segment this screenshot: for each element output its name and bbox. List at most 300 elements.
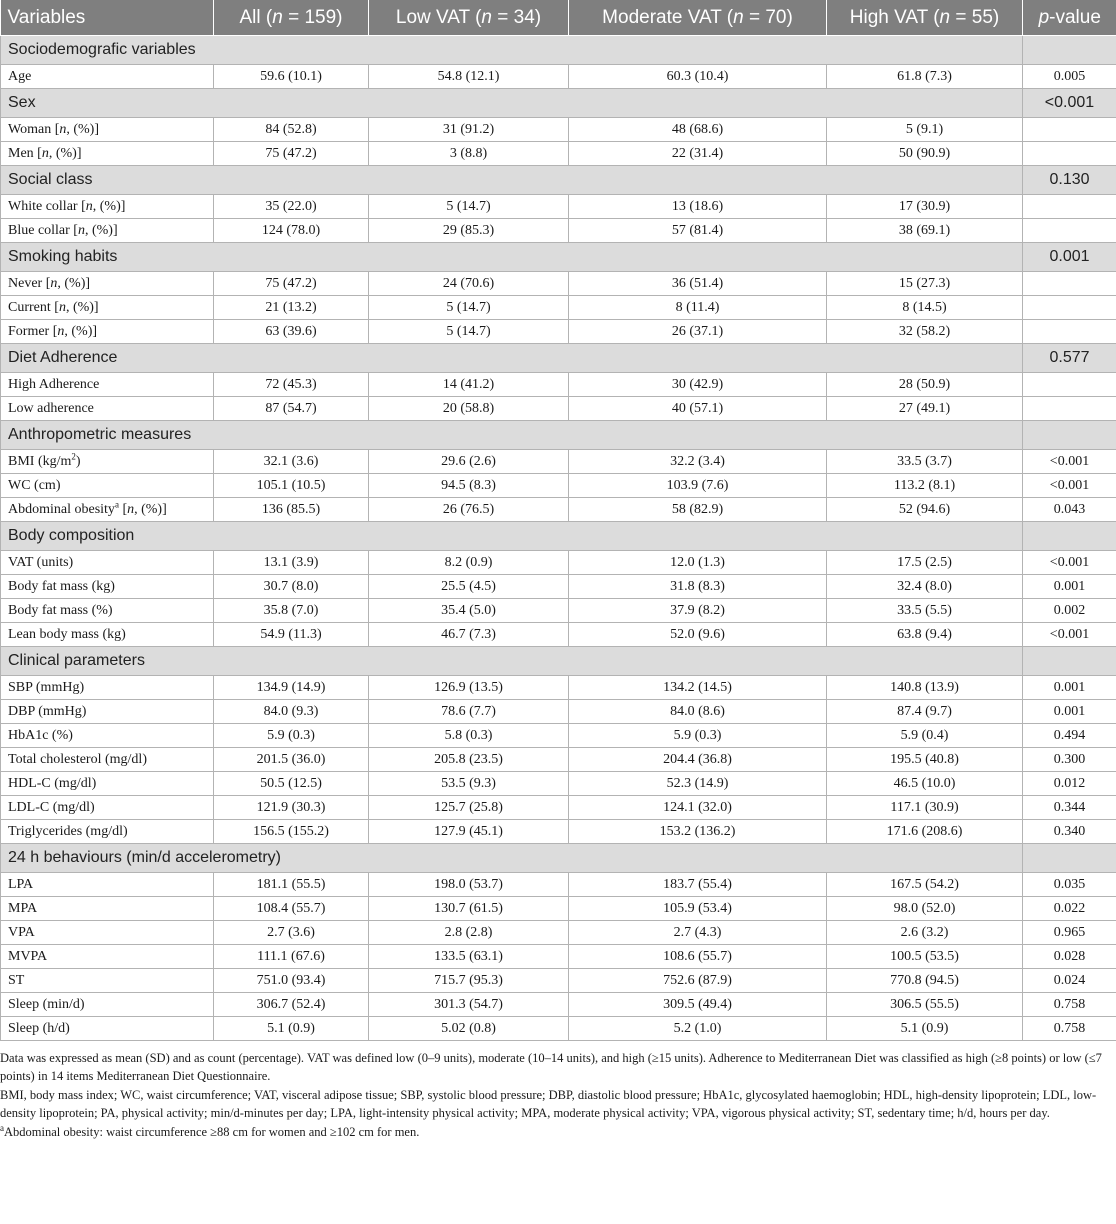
cell-high-vat: 100.5 (53.5) [827, 945, 1023, 969]
row-label-text: HbA1c (%) [8, 727, 73, 743]
section-p-value: <0.001 [1023, 89, 1116, 118]
header-all-n: n [272, 6, 283, 28]
cell-high-vat: 61.8 (7.3) [827, 65, 1023, 89]
cell-moderate-vat: 30 (42.9) [569, 373, 827, 397]
section-p-value [1023, 421, 1116, 450]
table-footnotes [0, 1041, 1116, 1141]
cell-high-vat: 33.5 (3.7) [827, 450, 1023, 474]
cell-moderate-vat: 32.2 (3.4) [569, 450, 827, 474]
row-label [1, 142, 214, 166]
cell-all: 35.8 (7.0) [214, 599, 369, 623]
table-row [1, 65, 1116, 89]
row-label-text: Former [ [8, 323, 58, 339]
row-label-text: Current [ [8, 299, 59, 315]
cell-high-vat: 113.2 (8.1) [827, 474, 1023, 498]
cell-p-value: 0.758 [1023, 1017, 1116, 1041]
table-row [1, 272, 1116, 296]
cell-moderate-vat: 40 (57.1) [569, 397, 827, 421]
row-label-text: Men [ [8, 145, 42, 161]
cell-high-vat: 5.1 (0.9) [827, 1017, 1023, 1041]
cell-all: 21 (13.2) [214, 296, 369, 320]
table-row [1, 873, 1116, 897]
cell-all: 181.1 (55.5) [214, 873, 369, 897]
cell-p-value: 0.758 [1023, 993, 1116, 1017]
cell-p-value: 0.024 [1023, 969, 1116, 993]
row-label-text: MVPA [8, 948, 48, 964]
row-label-sup: a [114, 498, 119, 509]
cell-low-vat: 46.7 (7.3) [369, 623, 569, 647]
table-row [1, 551, 1116, 575]
table-row [1, 921, 1116, 945]
header-p-italic: p [1038, 6, 1050, 28]
cell-p-value: 0.001 [1023, 575, 1116, 599]
row-label-n: n [59, 121, 67, 137]
row-label [1, 969, 214, 993]
header-high-vat [827, 0, 1023, 36]
cell-high-vat: 27 (49.1) [827, 397, 1023, 421]
cell-low-vat: 31 (91.2) [369, 118, 569, 142]
row-label-tail: , (%)] [134, 501, 167, 517]
cell-all: 136 (85.5) [214, 498, 369, 522]
section-title: Body composition [1, 522, 1023, 551]
row-label-text: Age [8, 68, 32, 84]
table-row [1, 142, 1116, 166]
section-p-value [1023, 844, 1116, 873]
row-label-text: Body fat mass (kg) [8, 578, 115, 594]
table-row [1, 700, 1116, 724]
cell-moderate-vat: 60.3 (10.4) [569, 65, 827, 89]
header-p-tail: -value [1049, 6, 1101, 28]
cell-low-vat: 5 (14.7) [369, 296, 569, 320]
table-row [1, 498, 1116, 522]
cell-high-vat: 17.5 (2.5) [827, 551, 1023, 575]
row-label-text: Sleep (min/d) [8, 996, 85, 1012]
table-row [1, 219, 1116, 243]
section-row [1, 166, 1116, 195]
row-label [1, 450, 214, 474]
cell-all: 54.9 (11.3) [214, 623, 369, 647]
cell-p-value: 0.344 [1023, 796, 1116, 820]
cell-low-vat: 35.4 (5.0) [369, 599, 569, 623]
header-variables-text: Variables [7, 6, 86, 28]
section-row [1, 522, 1116, 551]
cell-high-vat: 5 (9.1) [827, 118, 1023, 142]
table-body [1, 36, 1116, 1041]
header-low-text: Low VAT ( [395, 6, 482, 28]
cell-high-vat: 98.0 (52.0) [827, 897, 1023, 921]
cell-moderate-vat: 124.1 (32.0) [569, 796, 827, 820]
cell-high-vat: 32.4 (8.0) [827, 575, 1023, 599]
header-all [214, 0, 369, 36]
cell-moderate-vat: 103.9 (7.6) [569, 474, 827, 498]
row-label-text: ST [8, 972, 25, 988]
header-moderate-vat [569, 0, 827, 36]
row-label [1, 772, 214, 796]
cell-all: 72 (45.3) [214, 373, 369, 397]
cell-all: 108.4 (55.7) [214, 897, 369, 921]
section-title: Sociodemografic variables [1, 36, 1023, 65]
row-label [1, 921, 214, 945]
table-row [1, 599, 1116, 623]
cell-moderate-vat: 48 (68.6) [569, 118, 827, 142]
cell-p-value [1023, 272, 1116, 296]
cell-p-value: 0.340 [1023, 820, 1116, 844]
header-all-tail: = 159) [282, 6, 343, 28]
cell-high-vat: 52 (94.6) [827, 498, 1023, 522]
cell-low-vat: 3 (8.8) [369, 142, 569, 166]
row-label-text: Triglycerides (mg/dl) [8, 823, 128, 839]
row-label [1, 498, 214, 522]
row-label-n: n [57, 323, 65, 339]
table-row [1, 623, 1116, 647]
row-label-tail: , (%)] [64, 323, 98, 339]
header-high-text: High VAT ( [849, 6, 940, 28]
cell-moderate-vat: 2.7 (4.3) [569, 921, 827, 945]
cell-low-vat: 53.5 (9.3) [369, 772, 569, 796]
cell-all: 5.1 (0.9) [214, 1017, 369, 1041]
cell-low-vat: 24 (70.6) [369, 272, 569, 296]
cell-all: 87 (54.7) [214, 397, 369, 421]
cell-moderate-vat: 5.9 (0.3) [569, 724, 827, 748]
cell-low-vat: 94.5 (8.3) [369, 474, 569, 498]
row-label [1, 700, 214, 724]
section-row [1, 243, 1116, 272]
cell-low-vat: 29.6 (2.6) [369, 450, 569, 474]
cell-p-value: <0.001 [1023, 474, 1116, 498]
footnote-abdominal-obesity-text: Abdominal obesity: waist circumference ≥88 cm for women and ≥102 cm for men. [4, 1125, 420, 1139]
table-row [1, 993, 1116, 1017]
row-label-text: HDL-C (mg/dl) [8, 775, 97, 791]
row-label [1, 272, 214, 296]
section-title: Anthropometric measures [1, 421, 1023, 450]
cell-p-value: 0.965 [1023, 921, 1116, 945]
table-row [1, 118, 1116, 142]
cell-high-vat: 117.1 (30.9) [827, 796, 1023, 820]
section-title: Sex [1, 89, 1023, 118]
row-label-text: DBP (mmHg) [8, 703, 87, 719]
table-row [1, 474, 1116, 498]
row-label-n: n [41, 145, 49, 161]
row-label [1, 796, 214, 820]
header-p-value [1023, 0, 1116, 36]
row-label [1, 551, 214, 575]
row-label [1, 748, 214, 772]
row-label [1, 575, 214, 599]
row-label-text: ) [75, 453, 81, 469]
row-label-text: WC (cm) [8, 477, 61, 493]
row-label-text: BMI (kg/m [8, 453, 72, 469]
cell-p-value: 0.002 [1023, 599, 1116, 623]
cell-high-vat: 50 (90.9) [827, 142, 1023, 166]
cell-all: 63 (39.6) [214, 320, 369, 344]
cell-all: 75 (47.2) [214, 272, 369, 296]
table-row [1, 820, 1116, 844]
cell-all: 134.9 (14.9) [214, 676, 369, 700]
header-low-tail: = 34) [491, 6, 542, 28]
row-label-text: Lean body mass (kg) [8, 626, 126, 642]
table-row [1, 575, 1116, 599]
cell-moderate-vat: 58 (82.9) [569, 498, 827, 522]
cell-p-value: <0.001 [1023, 450, 1116, 474]
cell-high-vat: 38 (69.1) [827, 219, 1023, 243]
header-variables [1, 0, 214, 36]
cell-p-value [1023, 118, 1116, 142]
row-label [1, 65, 214, 89]
cell-low-vat: 26 (76.5) [369, 498, 569, 522]
cell-p-value: 0.494 [1023, 724, 1116, 748]
cell-moderate-vat: 204.4 (36.8) [569, 748, 827, 772]
section-p-value [1023, 522, 1116, 551]
table-row [1, 195, 1116, 219]
section-row [1, 344, 1116, 373]
cell-moderate-vat: 37.9 (8.2) [569, 599, 827, 623]
cell-all: 2.7 (3.6) [214, 921, 369, 945]
row-label-text: Low adherence [8, 400, 94, 416]
row-label-n: n [85, 198, 93, 214]
section-title: Diet Adherence [1, 344, 1023, 373]
cell-low-vat: 20 (58.8) [369, 397, 569, 421]
table-row [1, 724, 1116, 748]
cell-high-vat: 15 (27.3) [827, 272, 1023, 296]
footnote-data-description: Data was expressed as mean (SD) and as count (percentage). VAT was defined low (0–9 units), moderate (10–14 units), and high (≥15 units). Adherence to Mediterranean Diet was classified as high (≥8 points) or low (≤7 points) in 14 items Mediterranean Diet Questionnaire. [0, 1051, 1102, 1083]
row-label-tail: , (%)] [92, 198, 126, 214]
cell-p-value: 0.022 [1023, 897, 1116, 921]
cell-moderate-vat: 22 (31.4) [569, 142, 827, 166]
header-row [1, 0, 1116, 36]
row-label-text: Total cholesterol (mg/dl) [8, 751, 147, 767]
row-label-text: LDL-C (mg/dl) [8, 799, 95, 815]
row-label-text: [ [118, 501, 128, 517]
row-label [1, 820, 214, 844]
cell-moderate-vat: 12.0 (1.3) [569, 551, 827, 575]
row-label-tail: , (%)] [65, 299, 99, 315]
cell-p-value: 0.300 [1023, 748, 1116, 772]
cell-moderate-vat: 309.5 (49.4) [569, 993, 827, 1017]
table-row [1, 748, 1116, 772]
row-label-tail: , (%)] [84, 222, 118, 238]
cell-high-vat: 28 (50.9) [827, 373, 1023, 397]
section-title: Clinical parameters [1, 647, 1023, 676]
cell-low-vat: 130.7 (61.5) [369, 897, 569, 921]
section-title: Smoking habits [1, 243, 1023, 272]
cell-high-vat: 5.9 (0.4) [827, 724, 1023, 748]
cell-moderate-vat: 13 (18.6) [569, 195, 827, 219]
section-row [1, 89, 1116, 118]
cell-low-vat: 78.6 (7.7) [369, 700, 569, 724]
table-row [1, 373, 1116, 397]
cell-p-value: <0.001 [1023, 623, 1116, 647]
cell-moderate-vat: 108.6 (55.7) [569, 945, 827, 969]
cell-high-vat: 140.8 (13.9) [827, 676, 1023, 700]
table-row [1, 945, 1116, 969]
cell-low-vat: 5.02 (0.8) [369, 1017, 569, 1041]
header-moderate-text: Moderate VAT ( [602, 6, 734, 28]
row-label-text: Woman [ [8, 121, 60, 137]
cell-low-vat: 301.3 (54.7) [369, 993, 569, 1017]
table-row [1, 969, 1116, 993]
cell-low-vat: 14 (41.2) [369, 373, 569, 397]
cell-p-value [1023, 397, 1116, 421]
cell-low-vat: 126.9 (13.5) [369, 676, 569, 700]
header-moderate-n: n [733, 6, 744, 28]
cell-high-vat: 2.6 (3.2) [827, 921, 1023, 945]
cell-moderate-vat: 36 (51.4) [569, 272, 827, 296]
section-row [1, 647, 1116, 676]
table-row [1, 450, 1116, 474]
section-p-value: 0.577 [1023, 344, 1116, 373]
header-moderate-tail: = 70) [743, 6, 793, 28]
cell-low-vat: 205.8 (23.5) [369, 748, 569, 772]
cell-moderate-vat: 52.0 (9.6) [569, 623, 827, 647]
cell-all: 121.9 (30.3) [214, 796, 369, 820]
row-label [1, 724, 214, 748]
cell-low-vat: 715.7 (95.3) [369, 969, 569, 993]
section-p-value: 0.130 [1023, 166, 1116, 195]
row-label [1, 397, 214, 421]
cell-moderate-vat: 84.0 (8.6) [569, 700, 827, 724]
cell-low-vat: 5 (14.7) [369, 320, 569, 344]
cell-moderate-vat: 26 (37.1) [569, 320, 827, 344]
row-label-n: n [50, 275, 58, 291]
cell-p-value [1023, 195, 1116, 219]
table-row [1, 397, 1116, 421]
row-label-text: MPA [8, 900, 38, 916]
cell-p-value [1023, 296, 1116, 320]
section-row [1, 844, 1116, 873]
cell-low-vat: 29 (85.3) [369, 219, 569, 243]
row-label-text: VPA [8, 924, 35, 940]
cell-high-vat: 17 (30.9) [827, 195, 1023, 219]
row-label-text: White collar [ [8, 198, 86, 214]
cell-high-vat: 167.5 (54.2) [827, 873, 1023, 897]
section-row [1, 36, 1116, 65]
table-row [1, 296, 1116, 320]
section-title: Social class [1, 166, 1023, 195]
row-label [1, 993, 214, 1017]
cell-all: 751.0 (93.4) [214, 969, 369, 993]
row-label [1, 474, 214, 498]
footnote-mark: a [0, 1122, 4, 1133]
table-row [1, 676, 1116, 700]
row-label-text: Sleep (h/d) [8, 1020, 70, 1036]
cell-low-vat: 8.2 (0.9) [369, 551, 569, 575]
cell-moderate-vat: 57 (81.4) [569, 219, 827, 243]
cell-high-vat: 306.5 (55.5) [827, 993, 1023, 1017]
header-all-text: All ( [239, 6, 273, 28]
cell-p-value: 0.043 [1023, 498, 1116, 522]
row-label [1, 676, 214, 700]
cell-p-value: 0.001 [1023, 700, 1116, 724]
row-label [1, 599, 214, 623]
cell-all: 111.1 (67.6) [214, 945, 369, 969]
cell-all: 75 (47.2) [214, 142, 369, 166]
row-label-text: Abdominal obesity [8, 501, 115, 517]
cell-p-value: 0.035 [1023, 873, 1116, 897]
cell-p-value: <0.001 [1023, 551, 1116, 575]
cell-all: 306.7 (52.4) [214, 993, 369, 1017]
cell-moderate-vat: 752.6 (87.9) [569, 969, 827, 993]
footnote-abbreviations: BMI, body mass index; WC, waist circumference; VAT, visceral adipose tissue; SBP, systolic blood pressure; DBP, diastolic blood pressure; HbA1c, glycosylated haemoglobin; HDL, high-density lipoprotein; LDL, low-density lipoprotein; PA, physical activity; min/d-minutes per day; LPA, light-intensity physical activity; MPA, moderate physical activity; VPA, vigorous physical activity; ST, sedentary time; h/d, hours per day. [0, 1088, 1097, 1120]
row-label-text: Body fat mass (%) [8, 602, 113, 618]
row-label-text: VAT (units) [8, 554, 74, 570]
cell-p-value [1023, 320, 1116, 344]
section-p-value [1023, 36, 1116, 65]
footnote-abdominal-obesity [0, 1123, 1116, 1141]
cell-low-vat: 198.0 (53.7) [369, 873, 569, 897]
section-p-value: 0.001 [1023, 243, 1116, 272]
cell-moderate-vat: 153.2 (136.2) [569, 820, 827, 844]
cell-moderate-vat: 183.7 (55.4) [569, 873, 827, 897]
row-label-n: n [77, 222, 85, 238]
cell-all: 50.5 (12.5) [214, 772, 369, 796]
row-label [1, 320, 214, 344]
row-label-text: SBP (mmHg) [8, 679, 85, 695]
row-label [1, 373, 214, 397]
cell-all: 32.1 (3.6) [214, 450, 369, 474]
table-row [1, 897, 1116, 921]
cell-p-value [1023, 219, 1116, 243]
cell-moderate-vat: 8 (11.4) [569, 296, 827, 320]
cell-all: 13.1 (3.9) [214, 551, 369, 575]
section-p-value [1023, 647, 1116, 676]
cell-high-vat: 171.6 (208.6) [827, 820, 1023, 844]
cell-all: 201.5 (36.0) [214, 748, 369, 772]
header-high-tail: = 55) [950, 6, 1000, 28]
cell-p-value [1023, 142, 1116, 166]
cell-all: 35 (22.0) [214, 195, 369, 219]
row-label-text: LPA [8, 876, 34, 892]
table-row [1, 1017, 1116, 1041]
row-label [1, 623, 214, 647]
table-row [1, 772, 1116, 796]
table-header [1, 0, 1116, 36]
cell-moderate-vat: 52.3 (14.9) [569, 772, 827, 796]
cell-low-vat: 125.7 (25.8) [369, 796, 569, 820]
cell-high-vat: 33.5 (5.5) [827, 599, 1023, 623]
cell-p-value: 0.005 [1023, 65, 1116, 89]
header-low-n: n [481, 6, 492, 28]
cell-high-vat: 87.4 (9.7) [827, 700, 1023, 724]
cell-high-vat: 46.5 (10.0) [827, 772, 1023, 796]
row-label [1, 897, 214, 921]
cell-low-vat: 127.9 (45.1) [369, 820, 569, 844]
table-row [1, 320, 1116, 344]
row-label-tail: , (%)] [48, 145, 82, 161]
row-label-tail: , (%)] [57, 275, 91, 291]
cell-all: 105.1 (10.5) [214, 474, 369, 498]
row-label-tail: , (%)] [66, 121, 100, 137]
row-label [1, 945, 214, 969]
section-title: 24 h behaviours (min/d accelerometry) [1, 844, 1023, 873]
cell-all: 84.0 (9.3) [214, 700, 369, 724]
header-low-vat [369, 0, 569, 36]
cell-all: 156.5 (155.2) [214, 820, 369, 844]
cell-all: 59.6 (10.1) [214, 65, 369, 89]
cell-low-vat: 133.5 (63.1) [369, 945, 569, 969]
cell-moderate-vat: 105.9 (53.4) [569, 897, 827, 921]
header-high-n: n [939, 6, 951, 28]
row-label [1, 195, 214, 219]
cell-all: 30.7 (8.0) [214, 575, 369, 599]
row-label-text: Never [ [8, 275, 51, 291]
cell-high-vat: 63.8 (9.4) [827, 623, 1023, 647]
cell-low-vat: 25.5 (4.5) [369, 575, 569, 599]
row-label-text: Blue collar [ [8, 222, 78, 238]
row-label-n: n [127, 501, 135, 517]
row-label-text: High Adherence [8, 376, 100, 392]
cell-low-vat: 5 (14.7) [369, 195, 569, 219]
row-label [1, 873, 214, 897]
